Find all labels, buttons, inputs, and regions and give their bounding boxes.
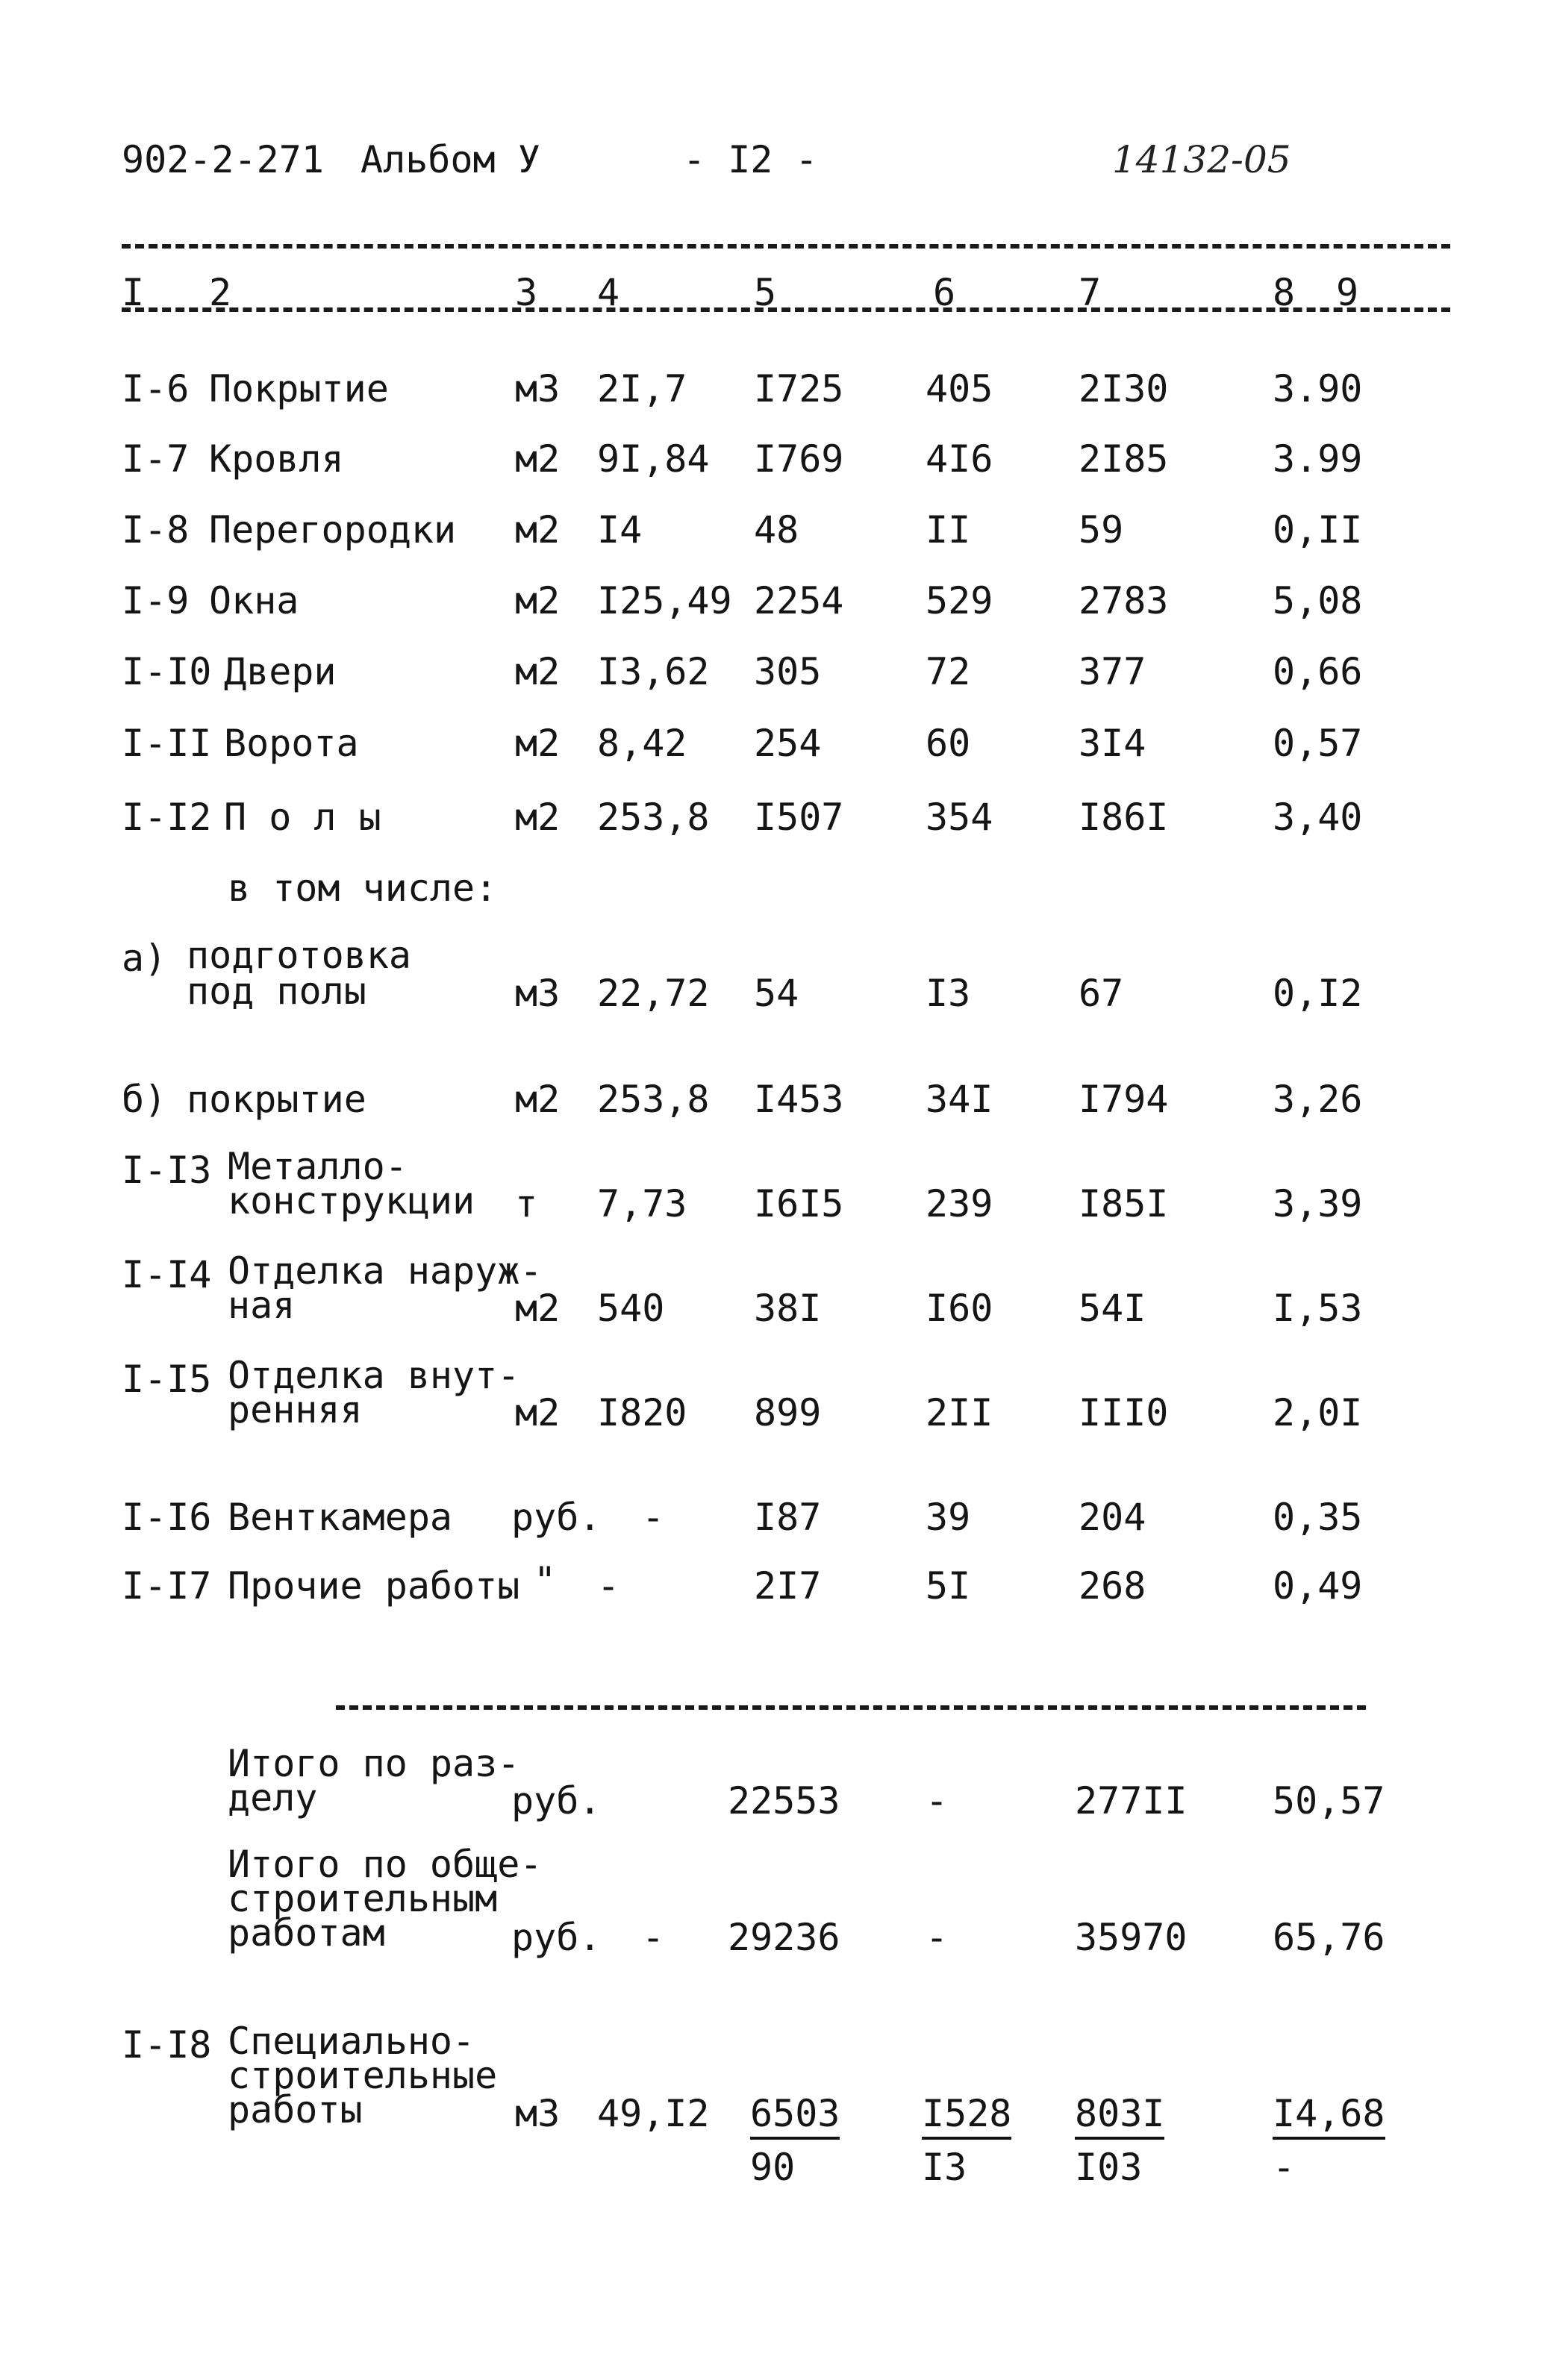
row-col6: II	[926, 508, 971, 552]
total-unit: руб.	[511, 1916, 602, 1959]
col-header-2: 2	[209, 271, 232, 314]
total-col6: -	[926, 1779, 949, 1823]
fraction-numerator-col5	[750, 2093, 840, 2134]
total-col5: 22553	[728, 1779, 840, 1823]
row-name: покрытие	[187, 1078, 366, 1121]
row-name: Металло- конструкции	[228, 1145, 475, 1222]
col-header-7: 7	[1079, 271, 1102, 314]
total-name: Итого по раз- делу	[228, 1742, 520, 1820]
row-number: I-II	[122, 722, 212, 765]
row-unit: руб.	[511, 1496, 602, 1539]
subheading-including: в том числе:	[228, 866, 498, 910]
row-col7: 204	[1079, 1496, 1146, 1539]
total-col5: 29236	[728, 1916, 840, 1959]
fraction-numerator-col7	[1075, 2093, 1164, 2134]
row-quantity: I3,62	[597, 650, 710, 693]
row-number: I-I2	[122, 796, 212, 839]
row-quantity: 7,73	[597, 1182, 687, 1225]
row-unit: м2	[515, 437, 561, 481]
row-col5: 54	[754, 972, 799, 1015]
row-col6: I528	[922, 2092, 1011, 2140]
row-col7: 377	[1079, 650, 1146, 693]
row-quantity: 2I,7	[597, 367, 687, 410]
row-col5: I507	[754, 796, 844, 839]
row-number: I-7	[122, 437, 190, 481]
row-number: б)	[122, 1078, 167, 1121]
row-col6: 529	[926, 579, 993, 622]
row-quantity: -	[642, 1496, 665, 1539]
row-number: I-I5	[122, 1358, 212, 1401]
total-col7: 277II	[1075, 1779, 1188, 1823]
row-col5-denominator: 90	[750, 2146, 796, 2189]
total-col8: 65,76	[1273, 1916, 1385, 1959]
row-col7: 803I	[1075, 2092, 1164, 2140]
col-header-5: 5	[754, 271, 777, 314]
row-col5: I769	[754, 437, 844, 481]
total-name: Итого по обще- строительным работам	[228, 1843, 543, 1955]
row-col8: 3.90	[1273, 367, 1363, 410]
page-number: - I2 -	[683, 138, 818, 181]
row-col8: 0,49	[1273, 1564, 1363, 1608]
row-unit: "	[534, 1559, 557, 1602]
row-unit: м2	[515, 650, 561, 693]
row-quantity: 9I,84	[597, 437, 710, 481]
row-quantity: 253,8	[597, 1078, 710, 1121]
row-name: Прочие работы	[228, 1564, 520, 1608]
row-col6: 60	[926, 722, 971, 765]
total-col4: -	[642, 1916, 665, 1959]
row-col7: III0	[1079, 1391, 1169, 1434]
row-name: Специально- строительные работы	[228, 2020, 498, 2131]
album-label: Альбом У	[361, 138, 540, 181]
row-col5: I87	[754, 1496, 822, 1539]
row-col8: I4,68	[1273, 2092, 1385, 2140]
row-unit: м2	[515, 722, 561, 765]
row-col6: 2II	[926, 1391, 993, 1434]
row-unit: м3	[515, 972, 561, 1015]
row-col7: 54I	[1079, 1287, 1146, 1330]
row-col5: 899	[754, 1391, 822, 1434]
row-number: I-I7	[122, 1564, 212, 1608]
row-number: I-I0	[122, 650, 212, 693]
row-unit: м2	[515, 796, 561, 839]
row-col7: 2I30	[1079, 367, 1169, 410]
row-col7: 59	[1079, 508, 1124, 552]
row-quantity: -	[597, 1564, 620, 1608]
row-col8: 0,35	[1273, 1496, 1363, 1539]
row-col5: 2254	[754, 579, 844, 622]
row-name: Перегородки	[209, 508, 457, 552]
row-col7: 268	[1079, 1564, 1146, 1608]
row-quantity: 22,72	[597, 972, 710, 1015]
row-number: а)	[122, 937, 167, 980]
row-col5: 2I7	[754, 1564, 822, 1608]
row-col8: 3,39	[1273, 1182, 1363, 1225]
row-col7: 2I85	[1079, 437, 1169, 481]
row-col6: I60	[926, 1287, 993, 1330]
row-unit: м2	[515, 1391, 561, 1434]
row-unit: м2	[515, 1287, 561, 1330]
row-name: подготовка под полы	[187, 934, 412, 1013]
total-col6: -	[926, 1916, 949, 1959]
fraction-numerator-col6	[922, 2093, 1011, 2134]
row-col8: 0,II	[1273, 508, 1363, 552]
row-name: Окна	[209, 579, 299, 622]
row-col8: 3,40	[1273, 796, 1363, 839]
row-col8: 5,08	[1273, 579, 1363, 622]
row-col7: 2783	[1079, 579, 1169, 622]
row-col5: I725	[754, 367, 844, 410]
row-col7: 3I4	[1079, 722, 1146, 765]
col-header-4: 4	[597, 271, 620, 314]
row-col8: 0,I2	[1273, 972, 1363, 1015]
row-quantity: 8,42	[597, 722, 687, 765]
row-quantity: I4	[597, 508, 643, 552]
row-number: I-I4	[122, 1253, 212, 1296]
row-name: П о л ы	[224, 796, 381, 839]
row-unit: м2	[515, 508, 561, 552]
col-header-6: 6	[933, 271, 956, 314]
row-name: Двери	[224, 650, 337, 693]
row-col6: 5I	[926, 1564, 971, 1608]
row-col7: I85I	[1079, 1182, 1169, 1225]
header-underline	[122, 307, 1450, 312]
row-col7: 67	[1079, 972, 1124, 1015]
row-number: I-8	[122, 508, 190, 552]
row-number: I-I3	[122, 1149, 212, 1192]
handwritten-doc-number: 14132-05	[1112, 138, 1291, 181]
row-col7: I794	[1079, 1078, 1169, 1121]
row-col8: 0,57	[1273, 722, 1363, 765]
row-col5: 48	[754, 508, 799, 552]
row-col5: 305	[754, 650, 822, 693]
total-col8: 50,57	[1273, 1779, 1385, 1823]
row-name: Отделка наруж- ная	[228, 1249, 543, 1327]
row-col8: 3.99	[1273, 437, 1363, 481]
row-col6: 354	[926, 796, 993, 839]
row-col5: I453	[754, 1078, 844, 1121]
top-rule	[122, 244, 1450, 249]
col-header-1: I	[122, 271, 145, 314]
row-quantity: 49,I2	[597, 2092, 710, 2135]
row-unit: м3	[515, 367, 561, 410]
row-col6: 39	[926, 1496, 971, 1539]
row-number: I-I6	[122, 1496, 212, 1539]
total-col7: 35970	[1075, 1916, 1188, 1959]
row-unit: м2	[515, 579, 561, 622]
row-col6: 405	[926, 367, 993, 410]
row-unit: м2	[515, 1078, 561, 1121]
row-col8: I,53	[1273, 1287, 1363, 1330]
total-unit: руб.	[511, 1779, 602, 1823]
row-col8-denominator: -	[1273, 2146, 1296, 2189]
row-col7-denominator: I03	[1075, 2146, 1143, 2189]
row-quantity: 540	[597, 1287, 665, 1330]
row-col7: I86I	[1079, 796, 1169, 839]
row-col8: 3,26	[1273, 1078, 1363, 1121]
row-name: Кровля	[209, 437, 344, 481]
row-col8: 2,0I	[1273, 1391, 1363, 1434]
col-header-3: 3	[515, 271, 538, 314]
totals-rule	[336, 1705, 1366, 1710]
document-code: 902-2-271	[122, 138, 324, 181]
col-header-9: 9	[1336, 271, 1359, 314]
row-col6: 4I6	[926, 437, 993, 481]
row-col6: 34I	[926, 1078, 993, 1121]
row-col5: 38I	[754, 1287, 822, 1330]
row-unit: т	[515, 1182, 538, 1225]
row-name: Покрытие	[209, 367, 389, 410]
row-name: Ворота	[224, 722, 359, 765]
row-col6: I3	[926, 972, 971, 1015]
fraction-numerator-col8	[1273, 2093, 1385, 2134]
row-col5: 6503	[750, 2092, 840, 2140]
row-quantity: I25,49	[597, 579, 732, 622]
row-number: I-9	[122, 579, 190, 622]
row-number: I-6	[122, 367, 190, 410]
row-quantity: 253,8	[597, 796, 710, 839]
row-quantity: I820	[597, 1391, 687, 1434]
col-header-8: 8	[1273, 271, 1296, 314]
row-col6-denominator: I3	[922, 2146, 967, 2189]
row-col6: 239	[926, 1182, 993, 1225]
row-unit: м3	[515, 2092, 561, 2135]
row-col6: 72	[926, 650, 971, 693]
row-name: Отделка внут- ренняя	[228, 1354, 520, 1431]
row-number: I-I8	[122, 2023, 212, 2067]
row-col5: I6I5	[754, 1182, 844, 1225]
row-name: Венткамера	[228, 1496, 453, 1539]
row-col5: 254	[754, 722, 822, 765]
row-col8: 0,66	[1273, 650, 1363, 693]
